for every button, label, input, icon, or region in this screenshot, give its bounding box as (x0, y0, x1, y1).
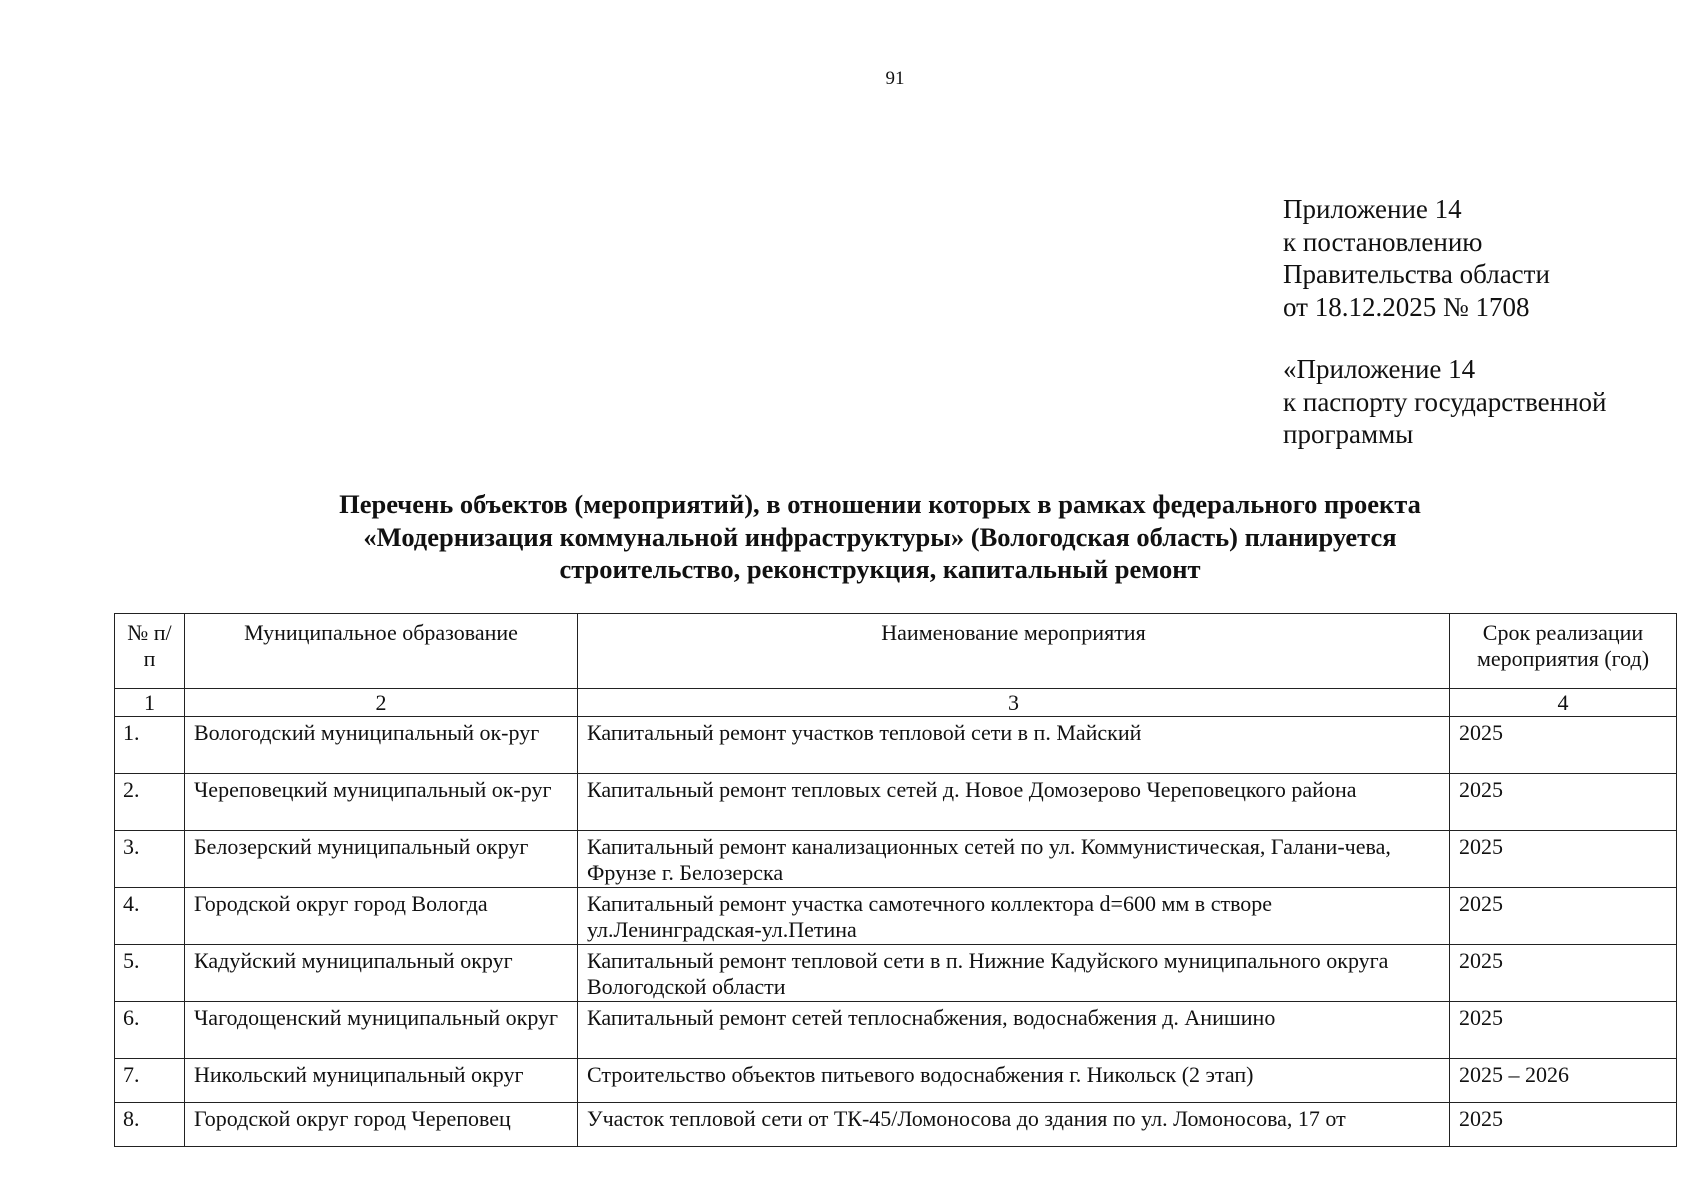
row-event: Капитальный ремонт участков тепловой сети в п. Майский (578, 717, 1450, 774)
appendix-line: Приложение 14 (1283, 194, 1462, 224)
row-term: 2025 (1450, 945, 1677, 1002)
header-event: Наименование мероприятия (578, 614, 1450, 689)
appendix-line: к постановлению (1283, 226, 1483, 257)
appendix-line: Правительства области (1283, 259, 1550, 289)
table-body (115, 689, 1677, 1147)
row-number: 4. (115, 888, 185, 945)
table-row (115, 774, 1677, 831)
column-number: 2 (185, 689, 578, 717)
row-term: 2025 (1450, 888, 1677, 945)
row-number: 3. (115, 831, 185, 888)
row-event: Капитальный ремонт тепловых сетей д. Новое Домозерово Череповецкого района (578, 774, 1450, 831)
row-term: 2025 (1450, 717, 1677, 774)
column-numbering-row (115, 689, 1677, 717)
passport-appendix-line: программы (1283, 419, 1414, 449)
row-event: Капитальный ремонт канализационных сетей по ул. Коммунистическая, Галани-чева, Фрунзе г. Белозерска (578, 831, 1450, 888)
objects-table (114, 613, 1677, 1147)
header-municipality: Муниципальное образование (185, 614, 578, 689)
row-event: Строительство объектов питьевого водоснабжения г. Никольск (2 этап) (578, 1059, 1450, 1103)
appendix-block (1283, 193, 1607, 451)
row-number: 8. (115, 1103, 185, 1147)
row-term: 2025 – 2026 (1450, 1059, 1677, 1103)
row-number: 6. (115, 1002, 185, 1059)
row-term: 2025 (1450, 774, 1677, 831)
title-line: Перечень объектов (мероприятий), в отношении которых в рамках федерального проекта (339, 489, 1421, 519)
appendix-line: от 18.12.2025 № 1708 (1283, 291, 1530, 322)
row-event: Капитальный ремонт участка самотечного коллектора d=600 мм в створе ул.Ленинградская-ул.Петина (578, 888, 1450, 945)
appendix-gap (1283, 323, 1607, 353)
table-row (115, 1059, 1677, 1103)
title-line: «Модернизация коммунальной инфраструктуры» (Вологодская область) планируется (363, 521, 1397, 552)
column-number: 1 (115, 689, 185, 717)
table-row (115, 717, 1677, 774)
page-number: 91 (885, 68, 905, 89)
row-municipality: Чагодощенский муниципальный округ (185, 1002, 578, 1059)
table-header-row (115, 614, 1677, 689)
row-event: Капитальный ремонт тепловой сети в п. Нижние Кадуйского муниципального округа Вологодской области (578, 945, 1450, 1002)
column-number: 3 (578, 689, 1450, 717)
row-term: 2025 (1450, 831, 1677, 888)
row-municipality: Череповецкий муниципальный ок-руг (185, 774, 578, 831)
table-row (115, 1103, 1677, 1147)
table-row (115, 831, 1677, 888)
row-municipality: Никольский муниципальный округ (185, 1059, 578, 1103)
row-number: 2. (115, 774, 185, 831)
row-term: 2025 (1450, 1103, 1677, 1147)
row-municipality: Кадуйский муниципальный округ (185, 945, 578, 1002)
row-term: 2025 (1450, 1002, 1677, 1059)
row-municipality: Белозерский муниципальный округ (185, 831, 578, 888)
table-row (115, 888, 1677, 945)
row-municipality: Городской округ город Череповец (185, 1103, 578, 1147)
table-row (115, 1002, 1677, 1059)
passport-appendix-line: к паспорту государственной (1283, 386, 1607, 417)
column-number: 4 (1450, 689, 1677, 717)
row-event: Капитальный ремонт сетей теплоснабжения, водоснабжения д. Анишино (578, 1002, 1450, 1059)
passport-appendix-line: «Приложение 14 (1283, 354, 1476, 384)
header-term: Срок реализации мероприятия (год) (1450, 614, 1677, 689)
row-number: 7. (115, 1059, 185, 1103)
row-municipality: Вологодский муниципальный ок-руг (185, 717, 578, 774)
row-number: 1. (115, 717, 185, 774)
header-number: № п/п (115, 614, 185, 689)
document-title (260, 488, 1500, 586)
title-line: строительство, реконструкция, капитальный ремонт (559, 554, 1201, 584)
row-event: Участок тепловой сети от ТК-45/Ломоносова до здания по ул. Ломоносова, 17 от (578, 1103, 1450, 1147)
table-row (115, 945, 1677, 1002)
row-number: 5. (115, 945, 185, 1002)
row-municipality: Городской округ город Вологда (185, 888, 578, 945)
